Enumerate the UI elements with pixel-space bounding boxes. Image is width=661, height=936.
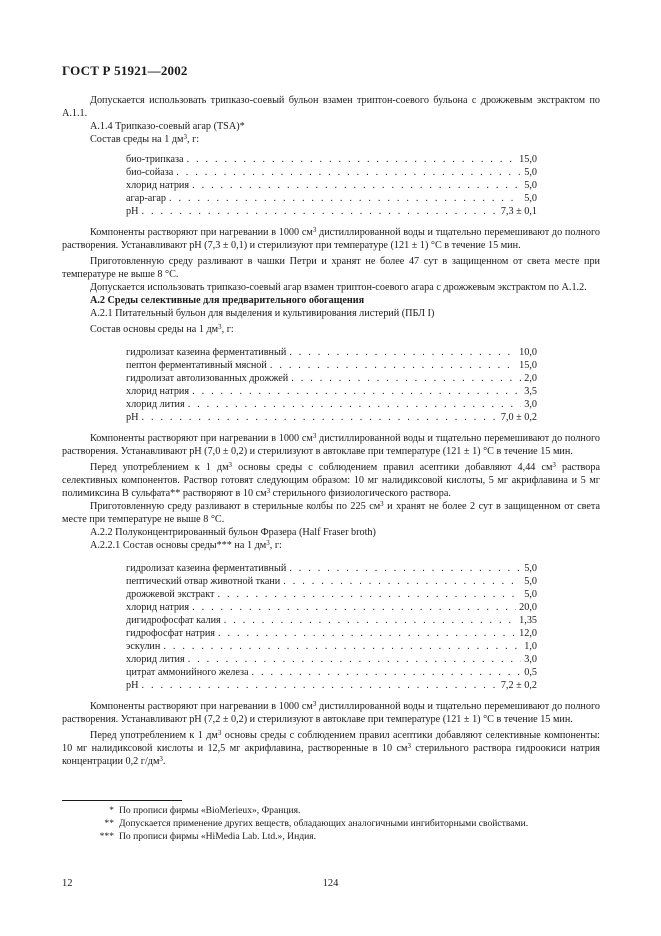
section-a14-title: А.1.4 Трипказо-соевый агар (TSA)* xyxy=(90,121,245,132)
footnote-item: *** По прописи фирмы «HiMedia Lab. Ltd.», Индия. xyxy=(99,831,317,842)
paragraph-storage-1: Приготовленную среду разливают в чашки Петри и хранят не более 47 сут в защищенном от света месте при температуре не выше 8 °С. xyxy=(62,256,600,280)
section-a22-title: А.2.2 Полуконцентрированный бульон Фразера (Half Fraser broth) xyxy=(90,527,376,538)
recipe-row: хлорид натрия . . . 20,0 xyxy=(126,601,537,614)
paragraph-dissolve-3: Компоненты растворяют при нагревании в 1000 $см^3$ дистиллированной воды и тщательно перемешивают до полного растворения. Устанавливают pH (7,2 ± 0,2) и стерилизуют в автоклаве при температуре (121 ± 1) °С в течение 15 мин. xyxy=(62,700,600,725)
section-a2-title: А.2 Среды селективные для предварительного обогащения xyxy=(90,295,365,306)
recipe-table-3 xyxy=(126,562,537,692)
paragraph-dissolve-2: Компоненты растворяют при нагревании в 1000 $см^3$ дистиллированной воды и тщательно перемешивают до полного растворения. Устанавливают pH (7,0 ± 0,2) и стерилизуют в автоклаве при температуре (121 ± 1) °С в течение 15 мин. xyxy=(62,432,600,457)
recipe-row: хлорид натрия . . . 3,5 xyxy=(126,385,537,398)
document-header: ГОСТ Р 51921—2002 xyxy=(62,63,188,78)
composition-label-2: Состав основы среды на 1 $дм^3$, г: xyxy=(90,323,234,335)
footnotes xyxy=(62,804,600,843)
section-a221-title: А.2.2.1 Состав основы среды*** на 1 $дм^3$, г: xyxy=(90,539,282,551)
recipe-row: гидрофосфат натрия . . . 12,0 xyxy=(126,627,537,640)
paragraph-tsb-note: Допускается использовать трипказо-соевый бульон взамен триптон-соевого бульона с дрожжевым экстрактом по А.1.1. xyxy=(62,95,600,119)
recipe-table-1 xyxy=(126,153,537,218)
recipe-row: эскулин . . . 1,0 xyxy=(126,640,537,653)
recipe-row: пептон ферментативный мясной . . . 15,0 xyxy=(126,359,537,372)
section-a21-title: А.2.1 Питательный бульон для выделения и культивирования листерий (ПБЛ I) xyxy=(90,308,435,319)
composition-label-1: Состав среды на 1 $дм^3$, г: xyxy=(90,133,200,145)
paragraph-dissolve-1: Компоненты растворяют при нагревании в 1000 $см^3$ дистиллированной воды и тщательно перемешивают до полного растворения. Устанавливают pH (7,3 ± 0,1) и стерилизуют при температуре (121 ± 1) °С в течение 15 мин. xyxy=(62,226,600,251)
recipe-row: гидролизат автолизованных дрожжей . . . 2,0 xyxy=(126,372,537,385)
recipe-row: цитрат аммонийного железа . . . 0,5 xyxy=(126,666,537,679)
recipe-row: пептический отвар животной ткани . . . 5,0 xyxy=(126,575,537,588)
recipe-row: био-трипказа . . . 15,0 xyxy=(126,153,537,166)
recipe-row: pH . . . 7,0 ± 0,2 xyxy=(126,411,537,424)
recipe-row: гидролизат казеина ферментативный . . . 5,0 xyxy=(126,562,537,575)
footnote-separator xyxy=(62,800,182,801)
paragraph-selective-2: Перед употреблением к 1 $дм^3$ основы среды с соблюдением правил асептики добавляют селективные компоненты: 10 мг налидиксовой кислоты и 12,5 мг акрифлавина, растворенные в 10 $см^3$ стерильного раствора гидроокиси натрия концентрации 0,2 $г/дм^3$. xyxy=(62,729,600,767)
footnote-item: ** Допускается применение других веществ, обладающих аналогичными ингибиторными свойствами. xyxy=(104,818,529,829)
recipe-row: хлорид лития . . . 3,0 xyxy=(126,653,537,666)
recipe-row: био-сойаза . . . 5,0 xyxy=(126,166,537,179)
recipe-row: дрожжевой экстракт . . . 5,0 xyxy=(126,588,537,601)
recipe-row: pH . . . 7,3 ± 0,1 xyxy=(126,205,537,218)
recipe-row: хлорид лития . . . 3,0 xyxy=(126,398,537,411)
recipe-row: агар-агар . . . 5,0 xyxy=(126,192,537,205)
recipe-row: дигидрофосфат калия . . . 1,35 xyxy=(126,614,537,627)
page-number-left: 12 xyxy=(62,878,73,889)
recipe-table-2 xyxy=(126,346,537,424)
page-body xyxy=(62,94,600,768)
paragraph-selective-1: Перед употреблением к 1 $дм^3$ основы среды с соблюдением правил асептики добавляют 4,44 $см^3$ раствора селективных компонентов. Раствор готовят следующим образом: 10 мг налидиксовой кислоты, 5 мг акрифлавина и 5 мг полимиксина В сульфата** растворяют в 10 $см^3$ стерильного физиологического раствора. xyxy=(62,461,601,499)
recipe-row: хлорид натрия . . . 5,0 xyxy=(126,179,537,192)
recipe-row: гидролизат казеина ферментативный . . . 10,0 xyxy=(126,346,537,359)
paragraph-storage-2: Приготовленную среду разливают в стерильные колбы по 225 $см^3$ и хранят не более 2 сут в защищенном от света месте при температуре не выше 8 °С. xyxy=(62,500,601,525)
recipe-row: pH . . . 7,2 ± 0,2 xyxy=(126,679,537,692)
footnote-item: * По прописи фирмы «BioMerieux», Франция. xyxy=(109,805,301,816)
page-number-center: 124 xyxy=(322,878,339,889)
paragraph-tsa-note: Допускается использовать трипказо-соевый агар взамен триптон-соевого агара с дрожжевым экстрактом по А.1.2. xyxy=(90,282,587,293)
